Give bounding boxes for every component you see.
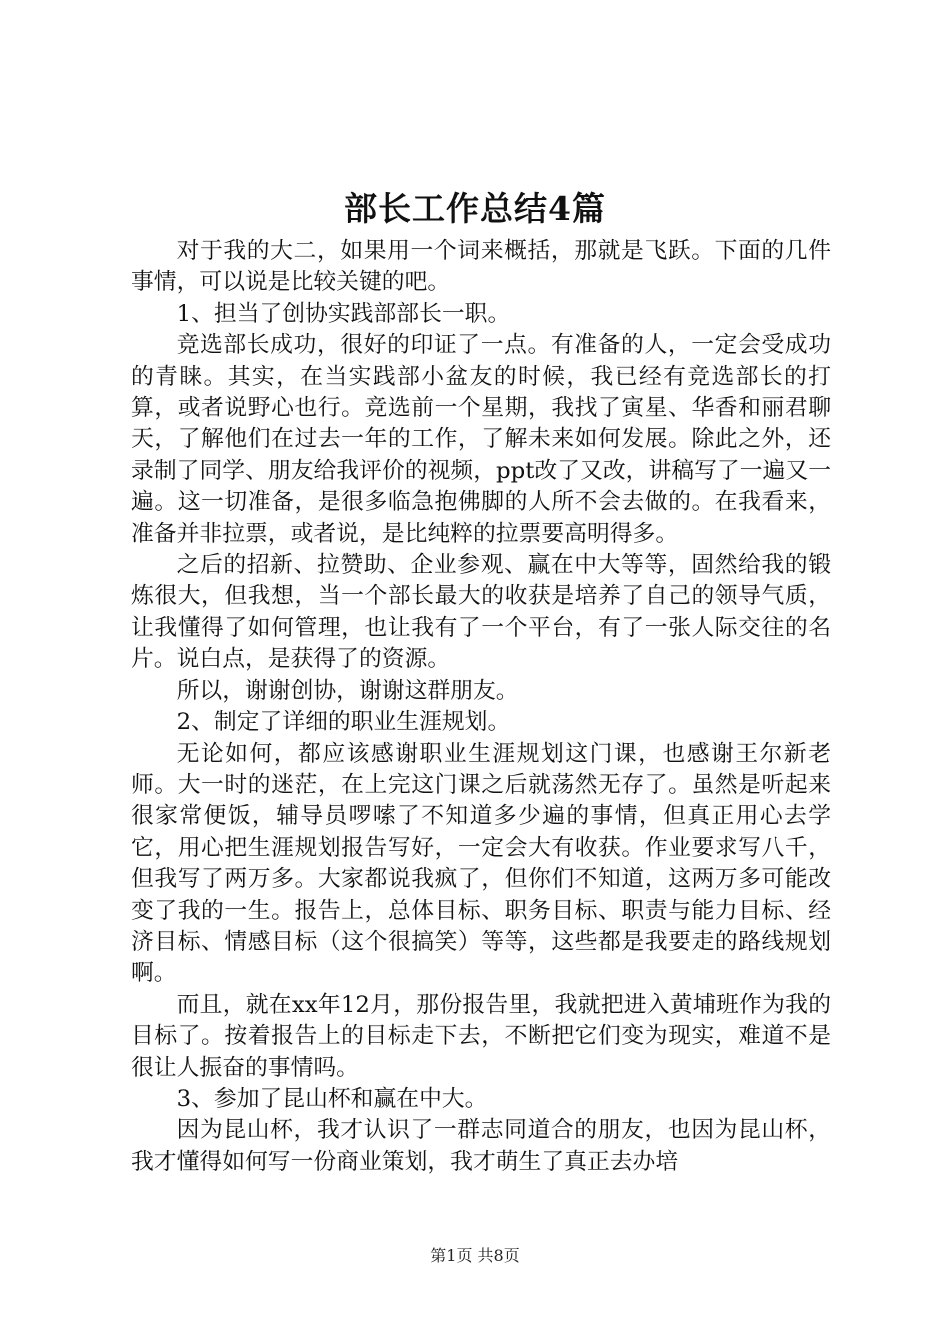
paragraph: 因为昆山杯，我才认识了一群志同道合的朋友，也因为昆山杯，我才懂得如何写一份商业策划，我才萌生了真正去办培: [131, 1117, 831, 1175]
paragraph: 而且，就在xx年12月，那份报告里，我就把进入黄埔班作为我的目标了。按着报告上的目标走下去，不断把它们变为现实，难道不是很让人振奋的事情吗。: [131, 991, 831, 1081]
paragraph: 竞选部长成功，很好的印证了一点。有准备的人，一定会受成功的青睐。其实，在当实践部小盆友的时候，我已经有竞选部长的打算，或者说野心也行。竞选前一个星期，我找了寅星、华香和丽君聊天，了解他们在过去一年的工作，了解未来如何发展。除此之外，还录制了同学、朋友给我评价的视频，ppt改了又改，讲稿写了一遍又一遍。这一切准备，是很多临急抱佛脚的人所不会去做的。在我看来，准备并非拉票，或者说，是比纯粹的拉票要高明得多。: [131, 332, 831, 547]
paragraph: 无论如何，都应该感谢职业生涯规划这门课，也感谢王尔新老师。大一时的迷茫，在上完这门课之后就荡然无存了。虽然是听起来很家常便饭，辅导员啰嗦了不知道多少遍的事情，但真正用心去学它，用心把生涯规划报告写好，一定会大有收获。作业要求写八千，但我写了两万多。大家都说我疯了，但你们不知道，这两万多可能改变了我的一生。报告上，总体目标、职务目标、职责与能力目标、经济目标、情感目标（这个很搞笑）等等，这些都是我要走的路线规划啊。: [131, 740, 831, 987]
section-heading-1: 1、担当了创协实践部部长一职。: [176, 300, 511, 327]
section-heading-3: 3、参加了昆山杯和赢在中大。: [176, 1085, 488, 1112]
paragraph: 所以，谢谢创协，谢谢这群朋友。: [176, 677, 519, 704]
document-body: [131, 236, 831, 1178]
page-footer: 第1页 共8页: [430, 1246, 520, 1265]
section-heading-2: 2、制定了详细的职业生涯规划。: [176, 709, 511, 736]
paragraph: 之后的招新、拉赞助、企业参观、赢在中大等等，固然给我的锻炼很大，但我想，当一个部长最大的收获是培养了自己的领导气质，让我懂得了如何管理，也让我有了一个平台，有了一张人际交往的名片。说白点，是获得了的资源。: [131, 552, 831, 673]
paragraph: 对于我的大二，如果用一个词来概括，那就是飞跃。下面的几件事情，可以说是比较关键的吧。: [131, 238, 831, 296]
document-title: 部长工作总结4篇: [344, 189, 606, 228]
